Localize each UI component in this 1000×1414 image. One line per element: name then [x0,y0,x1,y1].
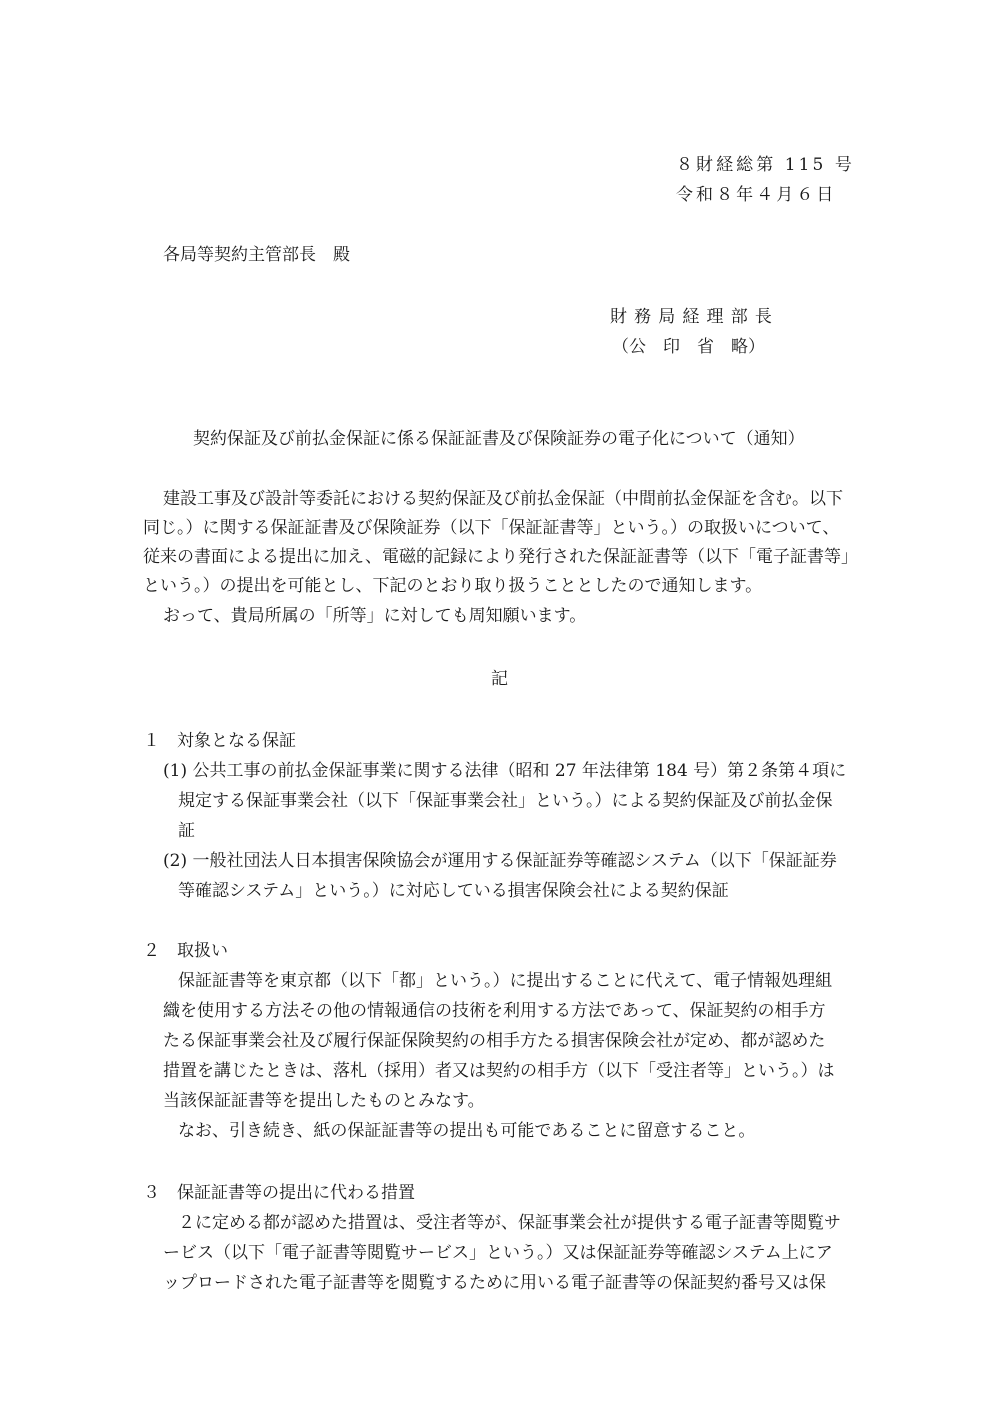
intro-line: 建設工事及び設計等委託における契約保証及び前払金保証（中間前払金保証を含む。以下 [163,489,843,509]
document-date: 令和８年４月６日 [676,185,837,205]
intro-line: という。）の提出を可能とし、下記のとおり取り扱うこととしたので通知します。 [143,576,763,596]
sender-title: 財務局経理部長 [610,307,779,327]
list-item-line: (2) 一般社団法人日本損害保険協会が運用する保証証券等確認システム（以下「保証証券 [163,851,837,871]
list-item-line: 証 [178,821,195,841]
paragraph-line: 当該保証証書等を提出したものとみなす。 [163,1091,485,1111]
section-heading: １ 対象となる保証 [143,731,296,751]
paragraph-line: 措置を講じたときは、落札（採用）者又は契約の相手方（以下「受注者等」という。）は [163,1061,835,1081]
paragraph-line: ービス（以下「電子証書等閲覧サービス」という。）又は保証証券等確認システム上にア [163,1243,833,1263]
list-item-line: 規定する保証事業会社（以下「保証事業会社」という。）による契約保証及び前払金保 [178,791,833,811]
section-heading: ３ 保証証書等の提出に代わる措置 [143,1183,415,1203]
recipient: 各局等契約主管部長 殿 [163,245,350,265]
intro-line: おって、貴局所属の「所等」に対しても周知願います。 [163,606,587,626]
paragraph-line: 保証証書等を東京都（以下「都」という。）に提出することに代えて、電子情報処理組 [178,971,833,991]
ki-marker: 記 [491,669,508,689]
document-title: 契約保証及び前払金保証に係る保証証書及び保険証券の電子化について（通知） [193,429,805,449]
intro-line: 従来の書面による提出に加え、電磁的記録により発行された保証証書等（以下「電子証書等」 [143,547,859,567]
paragraph-line: たる保証事業会社及び履行保証保険契約の相手方たる損害保険会社が定め、都が認めた [163,1031,826,1051]
paragraph-line: 織を使用する方法その他の情報通信の技術を利用する方法であって、保証契約の相手方 [163,1001,826,1021]
paragraph-line: ２に定める都が認めた措置は、受注者等が、保証事業会社が提供する電子証書等閲覧サ [178,1213,841,1233]
list-item-line: (1) 公共工事の前払金保証事業に関する法律（昭和 27 年法律第 184 号）第２条第４項に [163,761,847,781]
intro-line: 同じ。）に関する保証証書及び保険証券（以下「保証証書等」という。）の取扱いについて、 [143,518,840,538]
list-item-line: 等確認システム」という。）に対応している損害保険会社による契約保証 [178,881,729,901]
paragraph-line: なお、引き続き、紙の保証証書等の提出も可能であることに留意すること。 [178,1121,756,1141]
section-heading: ２ 取扱い [143,941,228,961]
paragraph-line: ップロードされた電子証書等を閲覧するために用いる電子証書等の保証契約番号又は保 [163,1273,826,1293]
document-number: ８財経総第 115 号 [676,155,855,175]
seal-omitted-note: （公 印 省 略） [612,337,765,357]
